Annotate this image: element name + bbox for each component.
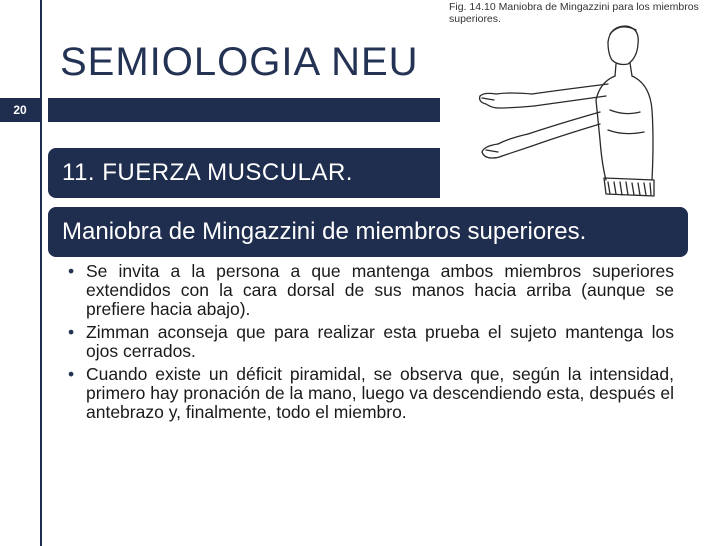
section-title: 11. FUERZA MUSCULAR. [62,159,353,186]
left-vertical-rule [40,0,42,546]
subtitle: Maniobra de Mingazzini de miembros superiores. [62,218,587,245]
mingazzini-illustration [440,20,728,208]
bullet-item: • Zimman aconseja que para realizar esta prueba el sujeto mantenga los ojos cerrados. [66,323,674,361]
slide-number: 20 [13,103,27,117]
subtitle-bar [48,207,688,257]
slide-number-badge [0,98,40,122]
figure-caption: Fig. 14.10 Maniobra de Mingazzini para los miembros superiores. [449,1,699,25]
slide-title: SEMIOLOGIA NEU [60,40,419,84]
bullet-item: • Se invita a la persona a que mantenga ambos miembros superiores extendidos con la cara dorsal de sus manos hacia arriba (aunque se prefiere hacia abajo). [66,262,674,319]
bullet-item: • Cuando existe un déficit piramidal, se observa que, según la intensidad, primero hay pronación de la mano, luego va descendiendo esta, después el antebrazo y, finalmente, todo el miembro. [66,365,674,422]
bullet-list [66,262,674,426]
